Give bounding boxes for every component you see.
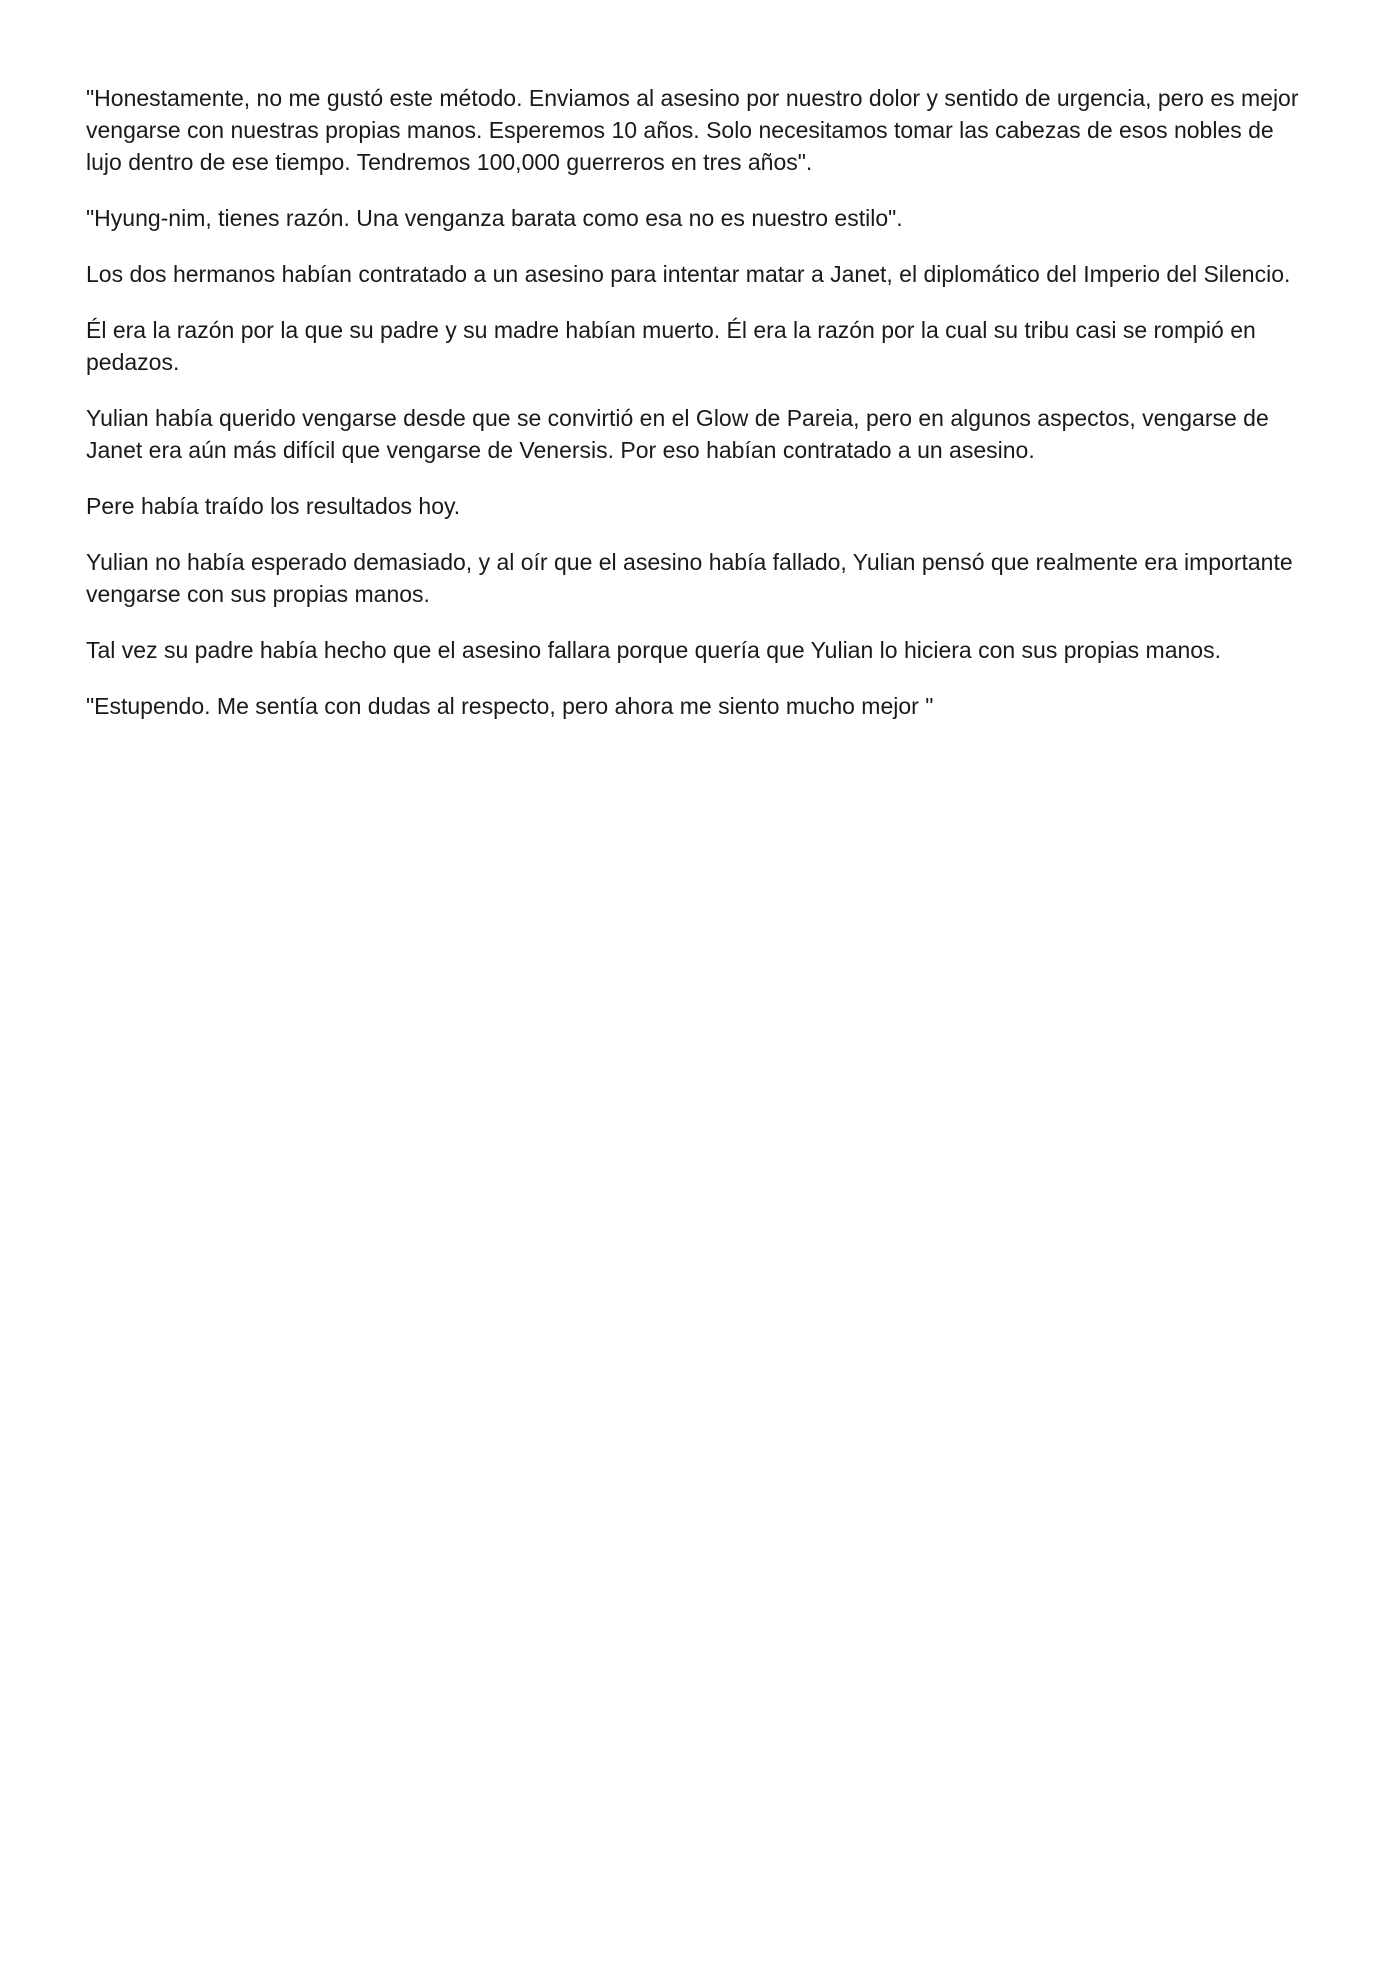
paragraph-6: Pere había traído los resultados hoy.	[86, 493, 461, 519]
document-body	[86, 82, 1314, 722]
paragraph-9: "Estupendo. Me sentía con dudas al respecto, pero ahora me siento mucho mejor "	[86, 693, 934, 719]
paragraph-5: Yulian había querido vengarse desde que se convirtió en el Glow de Pareia, pero en algunos aspectos, vengarse de Janet era aún más difícil que vengarse de Venersis. Por eso habían contratado a un asesino.	[86, 405, 1276, 463]
paragraph-7: Yulian no había esperado demasiado, y al oír que el asesino había fallado, Yulian pensó que realmente era importante vengarse con sus propias manos.	[86, 549, 1300, 607]
paragraph-2: "Hyung-nim, tienes razón. Una venganza barata como esa no es nuestro estilo".	[86, 205, 903, 231]
paragraph-3: Los dos hermanos habían contratado a un asesino para intentar matar a Janet, el diplomático del Imperio del Silencio.	[86, 261, 1291, 287]
paragraph-1: "Honestamente, no me gustó este método. Enviamos al asesino por nuestro dolor y sentido de urgencia, pero es mejor vengarse con nuestras propias manos. Esperemos 10 años. Solo necesitamos tomar las cabezas de esos nobles de lujo dentro de ese tiempo. Tendremos 100,000 guerreros en tres años".	[86, 85, 1305, 175]
paragraph-8: Tal vez su padre había hecho que el asesino fallara porque quería que Yulian lo hiciera con sus propias manos.	[86, 637, 1221, 663]
paragraph-4: Él era la razón por la que su padre y su madre habían muerto. Él era la razón por la cual su tribu casi se rompió en pedazos.	[86, 317, 1263, 375]
